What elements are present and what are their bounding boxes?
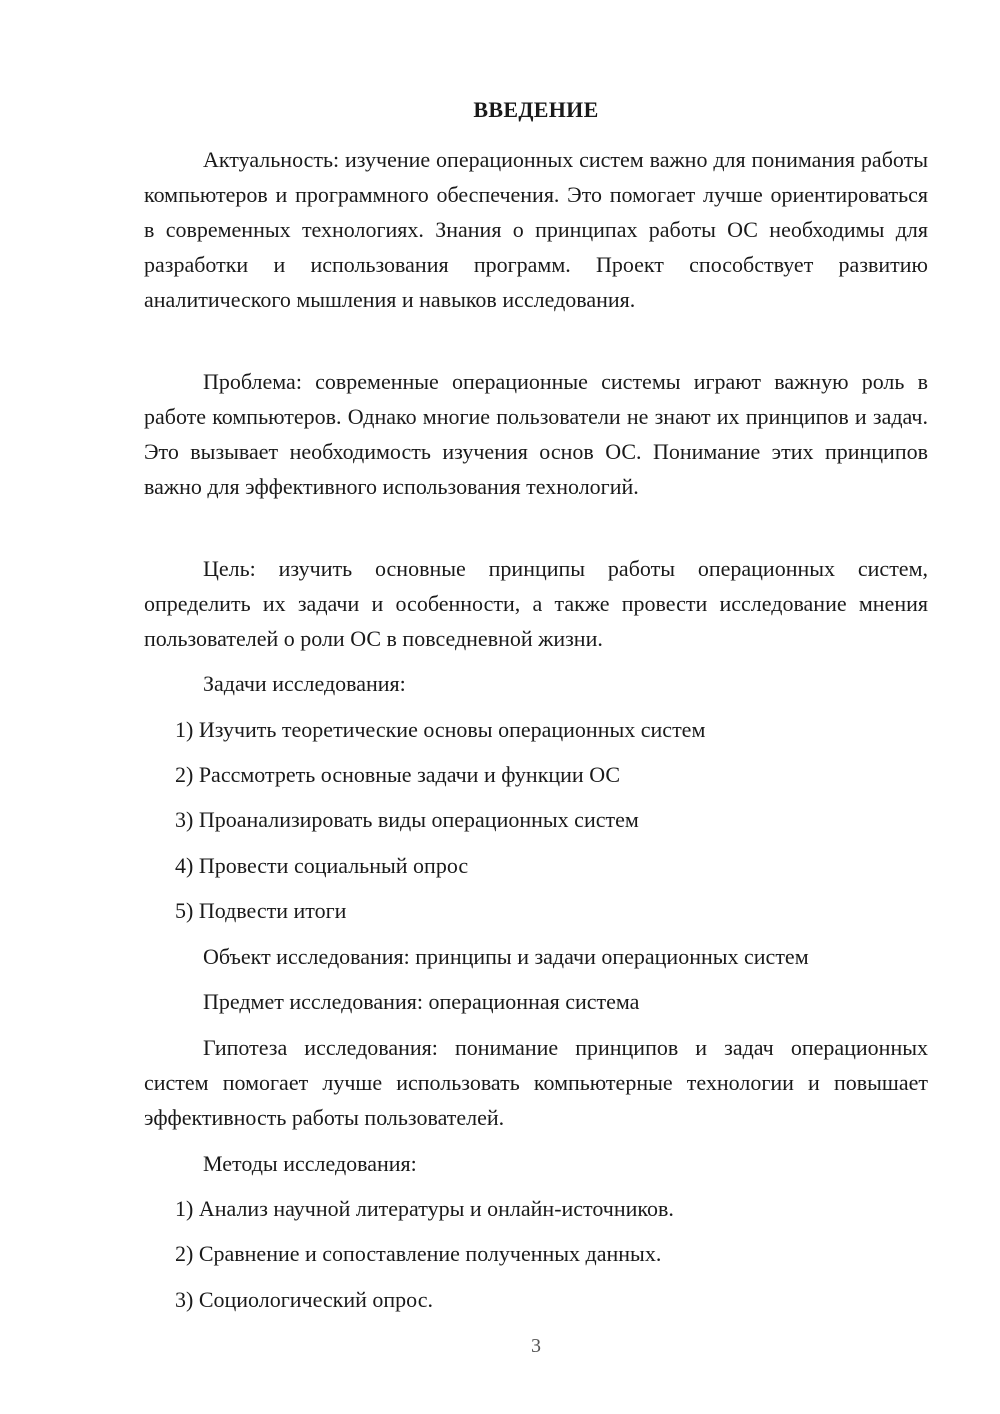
method-item: 2) Сравнение и сопоставление полученных данных.	[175, 1241, 662, 1266]
task-item: 5) Подвести итоги	[175, 898, 347, 923]
methods-heading: Методы исследования:	[203, 1151, 417, 1176]
research-object: Объект исследования: принципы и задачи операционных систем	[203, 944, 809, 969]
page-title: ВВЕДЕНИЕ	[473, 97, 599, 122]
paragraph-relevance: Актуальность: изучение операционных систем важно для понимания работы компьютеров и программного обеспечения. Это помогает лучше ориентироваться в современных технологиях. Знания о принципах работы ОС необходимы для разработки и использования программ. Проект способствует развитию аналитического мышления и навыков исследования.	[144, 147, 928, 312]
method-item: 1) Анализ научной литературы и онлайн-источников.	[175, 1196, 674, 1221]
task-item: 4) Провести социальный опрос	[175, 853, 469, 878]
task-item: 3) Проанализировать виды операционных систем	[175, 807, 639, 832]
method-item: 3) Социологический опрос.	[175, 1287, 433, 1312]
research-subject: Предмет исследования: операционная система	[203, 989, 640, 1014]
paragraph-problem: Проблема: современные операционные системы играют важную роль в работе компьютеров. Однако многие пользователи не знают их принципов и задач. Это вызывает необходимость изучения основ ОС. Понимание этих принципов важно для эффективного использования технологий.	[144, 369, 928, 499]
task-item: 1) Изучить теоретические основы операционных систем	[175, 717, 706, 742]
page-number: 3	[531, 1335, 541, 1357]
tasks-heading: Задачи исследования:	[203, 671, 406, 696]
task-item: 2) Рассмотреть основные задачи и функции ОС	[175, 762, 621, 787]
paragraph-goal: Цель: изучить основные принципы работы операционных систем, определить их задачи и особенности, а также провести исследование мнения пользователей о роли ОС в повседневной жизни.	[144, 556, 928, 651]
paragraph-hypothesis: Гипотеза исследования: понимание принципов и задач операционных систем помогает лучше использовать компьютерные технологии и повышает эффективность работы пользователей.	[144, 1035, 928, 1130]
